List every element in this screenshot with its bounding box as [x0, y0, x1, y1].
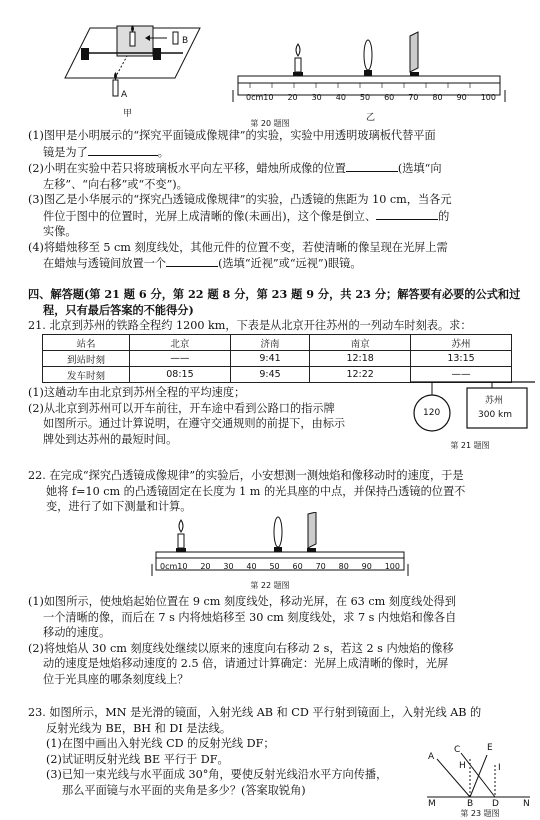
fig21-caption: 第 21 题图	[450, 441, 490, 450]
q22-stem	[28, 468, 533, 515]
label-H: H	[459, 761, 466, 771]
q20-p4a: (4)将蜡烛移至 5 cm 刻度线处，其他元件的位置不变，若使清晰的像呈现在光屏上需	[28, 240, 448, 254]
tick-50: 50	[269, 562, 280, 571]
label-C: C	[454, 745, 461, 755]
q20-p1b-line: 镜是为了 。	[43, 145, 169, 159]
tick-80: 80	[338, 562, 349, 571]
label-I: I	[498, 763, 501, 773]
q20-p4b-line	[28, 255, 533, 272]
q20-p3b-tail: 的	[438, 209, 450, 223]
table-cell: 北京	[130, 335, 231, 351]
q20-p4b: 在蜡烛与透镜间放置一个	[43, 257, 167, 270]
answer-blank-4[interactable]	[166, 255, 218, 267]
fig23-caption: 第 23 题图	[460, 809, 500, 818]
q20-p3b-line	[28, 208, 533, 225]
q20-p2b: 左移”、“向右移”或“不变”)。	[43, 177, 188, 191]
table-cell: 南京	[310, 335, 411, 351]
table-cell: ——	[411, 367, 512, 383]
table-row	[43, 351, 512, 367]
tick-70: 70	[408, 93, 419, 102]
tick-90: 90	[456, 93, 467, 102]
table-cell: 12:22	[310, 367, 411, 383]
tick-20: 20	[287, 93, 298, 102]
tick-0: 0cm10	[246, 93, 274, 102]
optical-bench-diagram-22	[150, 512, 410, 582]
label-yi: 乙	[366, 113, 376, 123]
q20-p3a: (3)图乙是小华展示的“探究凸透镜成像规律”的实验，凸透镜的焦距为 10 cm，当各元	[28, 193, 452, 206]
q20-p4b-tail: (选填“近视”或“远视”)眼镜。	[218, 257, 362, 270]
sign-distance: 300 km	[478, 410, 513, 420]
q22-p2a: (2)将烛焰从 30 cm 刻度线处继续以原来的速度向右移动 2 s，若这 2 s 内烛焰的像移	[28, 641, 454, 655]
answer-blank-3[interactable]	[376, 208, 438, 220]
q20-p3b: 件位于图中的位置时，光屏上成清晰的像(未画出)，这个像是倒立、	[43, 209, 377, 223]
table-cell: 站名	[43, 335, 130, 351]
fig20-yi	[230, 30, 510, 125]
table-cell: 08:15	[130, 367, 231, 383]
sign-city: 苏州	[485, 396, 504, 406]
label-M: M	[428, 799, 436, 809]
table-cell: 苏州	[411, 335, 512, 351]
tick-100: 100	[384, 562, 400, 571]
label-A: A	[428, 752, 435, 762]
tick-0: 0cm10	[160, 562, 188, 571]
q20-p1b: 镜是为了	[43, 145, 88, 159]
fig20-caption: 第 20 题图	[250, 119, 290, 128]
section4-line2: 程，只有最后答案的不能得分)	[43, 302, 194, 317]
q23-p3a: (3)已知一束光线与水平面成 30°角，要使反射光线沿水平方向传播，	[46, 768, 388, 781]
table-cell: 12:18	[310, 351, 411, 367]
q22-p2b: 动的速度是烛焰移动速度的 2.5 倍，请通过计算确定：光屏上成清晰的像时，光屏	[43, 657, 449, 670]
section4-header	[28, 287, 533, 318]
q22-p1b: 一个清晰的像，而后在 7 s 内将烛焰移至 30 cm 刻度线处，求 7 s 内烛焰和像各自	[43, 610, 457, 624]
q22-stem2: 她将 f=10 cm 的凸透镜固定在长度为 1 m 的光具座的中点，并保持凸透镜的位置不	[46, 484, 466, 498]
q21-p2c: 牌处到达苏州的最短时间。	[43, 432, 178, 446]
tick-60: 60	[384, 93, 395, 102]
table-cell: 发车时刻	[43, 367, 130, 383]
fig22-bench	[150, 512, 410, 582]
label-B: B	[467, 799, 474, 809]
tick-100: 100	[480, 93, 496, 102]
tick-30: 30	[223, 562, 234, 571]
q20-p1a: (1)图甲是小明展示的“探究平面镜成像规律”的实验，实验中用透明玻璃板代替平面	[28, 129, 436, 142]
q23-p1: (1)在图中画出入射光线 CD 的反射光线 DF；	[46, 737, 275, 750]
label-B: B	[182, 36, 189, 46]
tick-80: 80	[432, 93, 443, 102]
q22-p1c: 移动的速度。	[43, 626, 111, 639]
speed-limit-value: 120	[423, 408, 441, 418]
q21-p2a: (2)从北京到苏州可以开车前往，开车途中看到公路口的指示牌	[28, 401, 335, 415]
q22-stem1: 22. 在完成“探究凸透镜成像规律”的实验后，小安想测一测烛焰和像移动时的速度，于是	[28, 469, 464, 482]
section4-line1: 四、解答题(第 21 题 6 分，第 22 题 8 分，第 23 题 9 分，共 23 分；解答要有必要的公式和过	[28, 287, 521, 301]
table-cell: 9:45	[230, 367, 309, 383]
label-E: E	[487, 743, 493, 753]
q21-parts	[28, 385, 418, 447]
tick-60: 60	[292, 562, 303, 571]
q21-p2b: 如图所示。通过计算说明，在遵守交通规则的前提下，由标示	[43, 417, 346, 430]
q22-parts	[28, 594, 533, 687]
fig20-jia	[55, 8, 210, 118]
table-cell: 13:15	[411, 351, 512, 367]
answer-blank-2[interactable]	[346, 160, 398, 172]
tick-90: 90	[361, 562, 372, 571]
tick-70: 70	[315, 562, 326, 571]
mirror-experiment-diagram	[55, 8, 210, 118]
answer-blank-1[interactable]	[88, 144, 158, 156]
q21-p1: (1)这趟动车由北京到苏州全程的平均速度；	[28, 386, 246, 399]
label-jia: 甲	[123, 109, 133, 119]
q23-p3b: 那么平面镜与水平面的夹角是多少？(答案取锐角)	[62, 783, 306, 797]
q20-p2a-line	[28, 160, 533, 177]
q20-p2a: (2)小明在实验中若只将玻璃板水平向左平移，蜡烛所成像的位置	[28, 162, 346, 175]
q20-p2a-tail: (选填“向	[397, 162, 442, 175]
q23-stem1: 23. 如图所示，MN 是光滑的镜面，入射光线 AB 和 CD 平行射到镜面上，入射光线 AB 的	[28, 706, 482, 719]
label-A: A	[121, 90, 128, 100]
tick-30: 30	[311, 93, 322, 102]
q22-stem3: 变，进行了如下测量和计算。	[46, 500, 192, 513]
table-cell: 9:41	[230, 351, 309, 367]
q22-p2c: 位于光具座的哪条刻度线上？	[43, 672, 189, 686]
table-cell: 济南	[230, 335, 309, 351]
table-cell: 到站时刻	[43, 351, 130, 367]
q23-p2: (2)试证明反射光线 BE 平行于 DF。	[46, 752, 229, 766]
label-D: D	[492, 799, 499, 809]
q22-p1a: (1)如图所示，使烛焰起始位置在 9 cm 刻度线处，移动光屏，在 63 cm 刻度线处得到	[28, 595, 456, 608]
ruler-ticks-20	[246, 93, 496, 102]
tick-40: 40	[246, 562, 257, 571]
timetable	[42, 334, 512, 383]
q20-p3c: 实像。	[43, 225, 77, 238]
table-header-row	[43, 335, 512, 351]
fig22-caption: 第 22 题图	[250, 581, 290, 590]
q23-stem2: 反射光线为 BE，BH 和 DI 是法线。	[46, 721, 232, 735]
tick-40: 40	[335, 93, 346, 102]
label-N: N	[523, 799, 530, 809]
q21-stem: 21. 北京到苏州的铁路全程约 1200 km，下表是从北京开往苏州的一列动车时刻表。求：	[28, 319, 472, 332]
q20-block	[28, 128, 533, 272]
reflection-diagram	[425, 745, 535, 807]
table-cell: ——	[130, 351, 231, 367]
ruler-ticks-22	[160, 562, 400, 571]
tick-20: 20	[200, 562, 211, 571]
tick-50: 50	[359, 93, 371, 102]
